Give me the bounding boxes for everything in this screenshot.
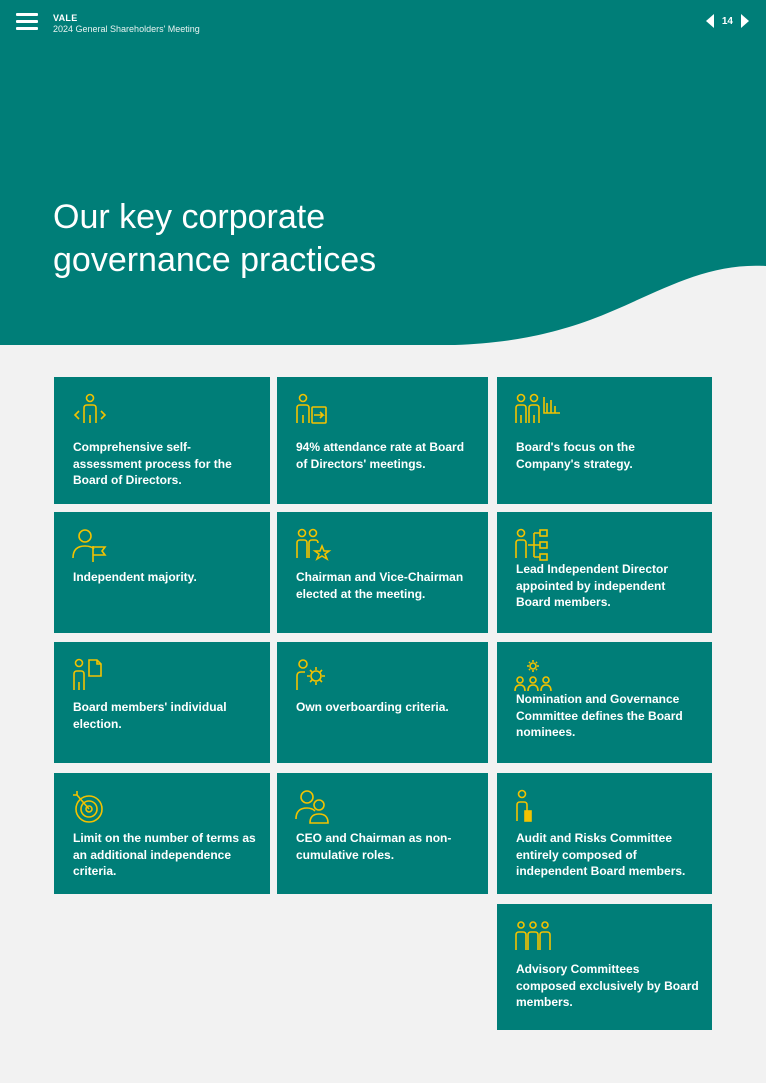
brand-subtitle: 2024 General Shareholders' Meeting (53, 24, 200, 34)
audit-committee-icon (514, 789, 552, 825)
practice-card (497, 642, 712, 763)
individual-election-icon (71, 658, 109, 694)
practice-text: Board members' individual election. (73, 700, 227, 731)
hero-background (0, 0, 766, 345)
previous-page-icon[interactable] (706, 14, 714, 28)
overboarding-gear-icon (294, 658, 332, 694)
practice-text: Limit on the number of terms as an additional independence criteria. (73, 831, 256, 878)
practice-text: 94% attendance rate at Board of Directors' meetings. (296, 440, 465, 471)
practice-card (497, 512, 712, 633)
chairman-star-icon (294, 528, 332, 564)
practice-card (277, 773, 488, 894)
practice-card (277, 377, 488, 504)
practice-card (54, 642, 270, 763)
page-title (53, 196, 473, 282)
self-assessment-icon (71, 393, 109, 429)
practice-card (497, 773, 712, 894)
practice-text: Board's focus on the Company's strategy. (516, 440, 635, 471)
hero-banner (0, 0, 766, 345)
page-navigation (706, 14, 749, 28)
practice-card (54, 377, 270, 504)
attendance-icon (294, 393, 332, 429)
page-number: 14 (721, 15, 733, 27)
brand-name: VALE (53, 13, 78, 23)
menu-icon[interactable] (16, 13, 38, 32)
title-line-2: governance practices (53, 241, 377, 279)
title-line-1: Our key corporate (53, 198, 326, 236)
practice-text: Nomination and Governance Committee defines the Board nominees. (516, 692, 683, 739)
practice-text: Lead Independent Director appointed by independent Board members. (516, 562, 669, 609)
next-page-icon[interactable] (741, 14, 749, 28)
practice-card (54, 512, 270, 633)
practice-text: Own overboarding criteria. (296, 700, 449, 714)
independent-flag-icon (71, 528, 109, 564)
lead-director-icon (514, 528, 552, 564)
nomination-committee-icon (514, 658, 552, 694)
practice-text: Comprehensive self-assessment process for the Board of Directors. (73, 440, 232, 487)
practice-text: Chairman and Vice-Chairman elected at the meeting. (296, 570, 464, 601)
advisory-committee-icon (514, 920, 552, 956)
practice-card (497, 377, 712, 504)
practice-card (277, 512, 488, 633)
target-limit-icon (71, 789, 109, 825)
ceo-chairman-icon (294, 789, 332, 825)
practice-text: Independent majority. (73, 570, 197, 584)
practice-card (277, 642, 488, 763)
practice-card (54, 773, 270, 894)
brand-block (53, 13, 200, 35)
strategy-focus-icon (514, 393, 560, 429)
practice-card (497, 904, 712, 1030)
practice-text: Audit and Risks Committee entirely composed of independent Board members. (516, 831, 686, 878)
practice-text: Advisory Committees composed exclusively by Board members. (516, 962, 699, 1009)
practice-text: CEO and Chairman as non-cumulative roles. (296, 831, 452, 862)
